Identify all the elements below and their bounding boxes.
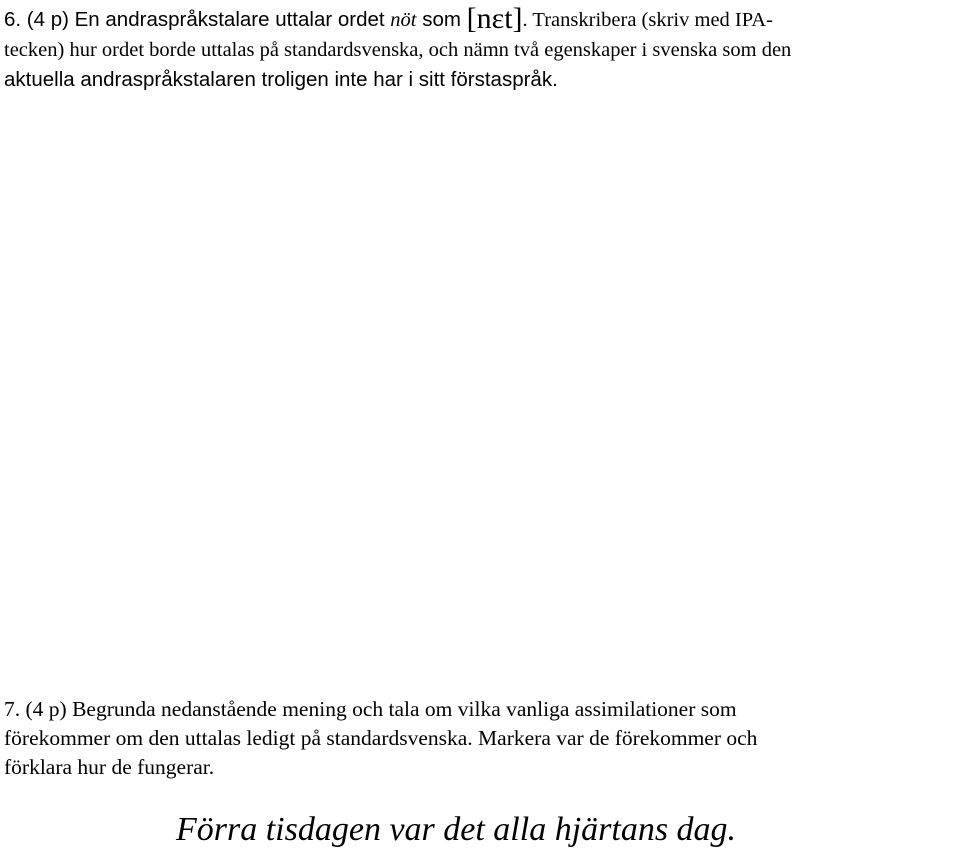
question-7-line-1: 7. (4 p) Begrunda nedanstående mening och tala om vilka vanliga assimilationer som [4,697,737,721]
question-7-line-2: förekommer om den uttalas ledigt på standardsvenska. Markera var de förekommer och [4,726,758,750]
question-7 [4,695,959,782]
question-6-line-3: aktuella andraspråkstalaren troligen inte har i sitt förstaspråk. [4,68,558,91]
question-6-word: nöt [390,9,417,31]
ipa-transcription: [nɛt] [466,2,523,35]
question-6 [4,2,959,94]
question-6-prefix: 6. (4 p) En andraspråkstalare uttalar ordet [4,8,391,31]
question-7-line-3: förklara hur de fungerar. [4,755,215,779]
question-6-line-1 [4,2,959,36]
question-6-som: som [416,8,467,31]
question-6-line-2: tecken) hur ordet borde uttalas på standardsvenska, och nämn två egenskaper i svenska som den [4,39,792,61]
question-6-suffix: . Transkribera (skriv med IPA- [522,9,773,31]
example-sentence: Förra tisdagen var det alla hjärtans dag. [176,811,737,848]
